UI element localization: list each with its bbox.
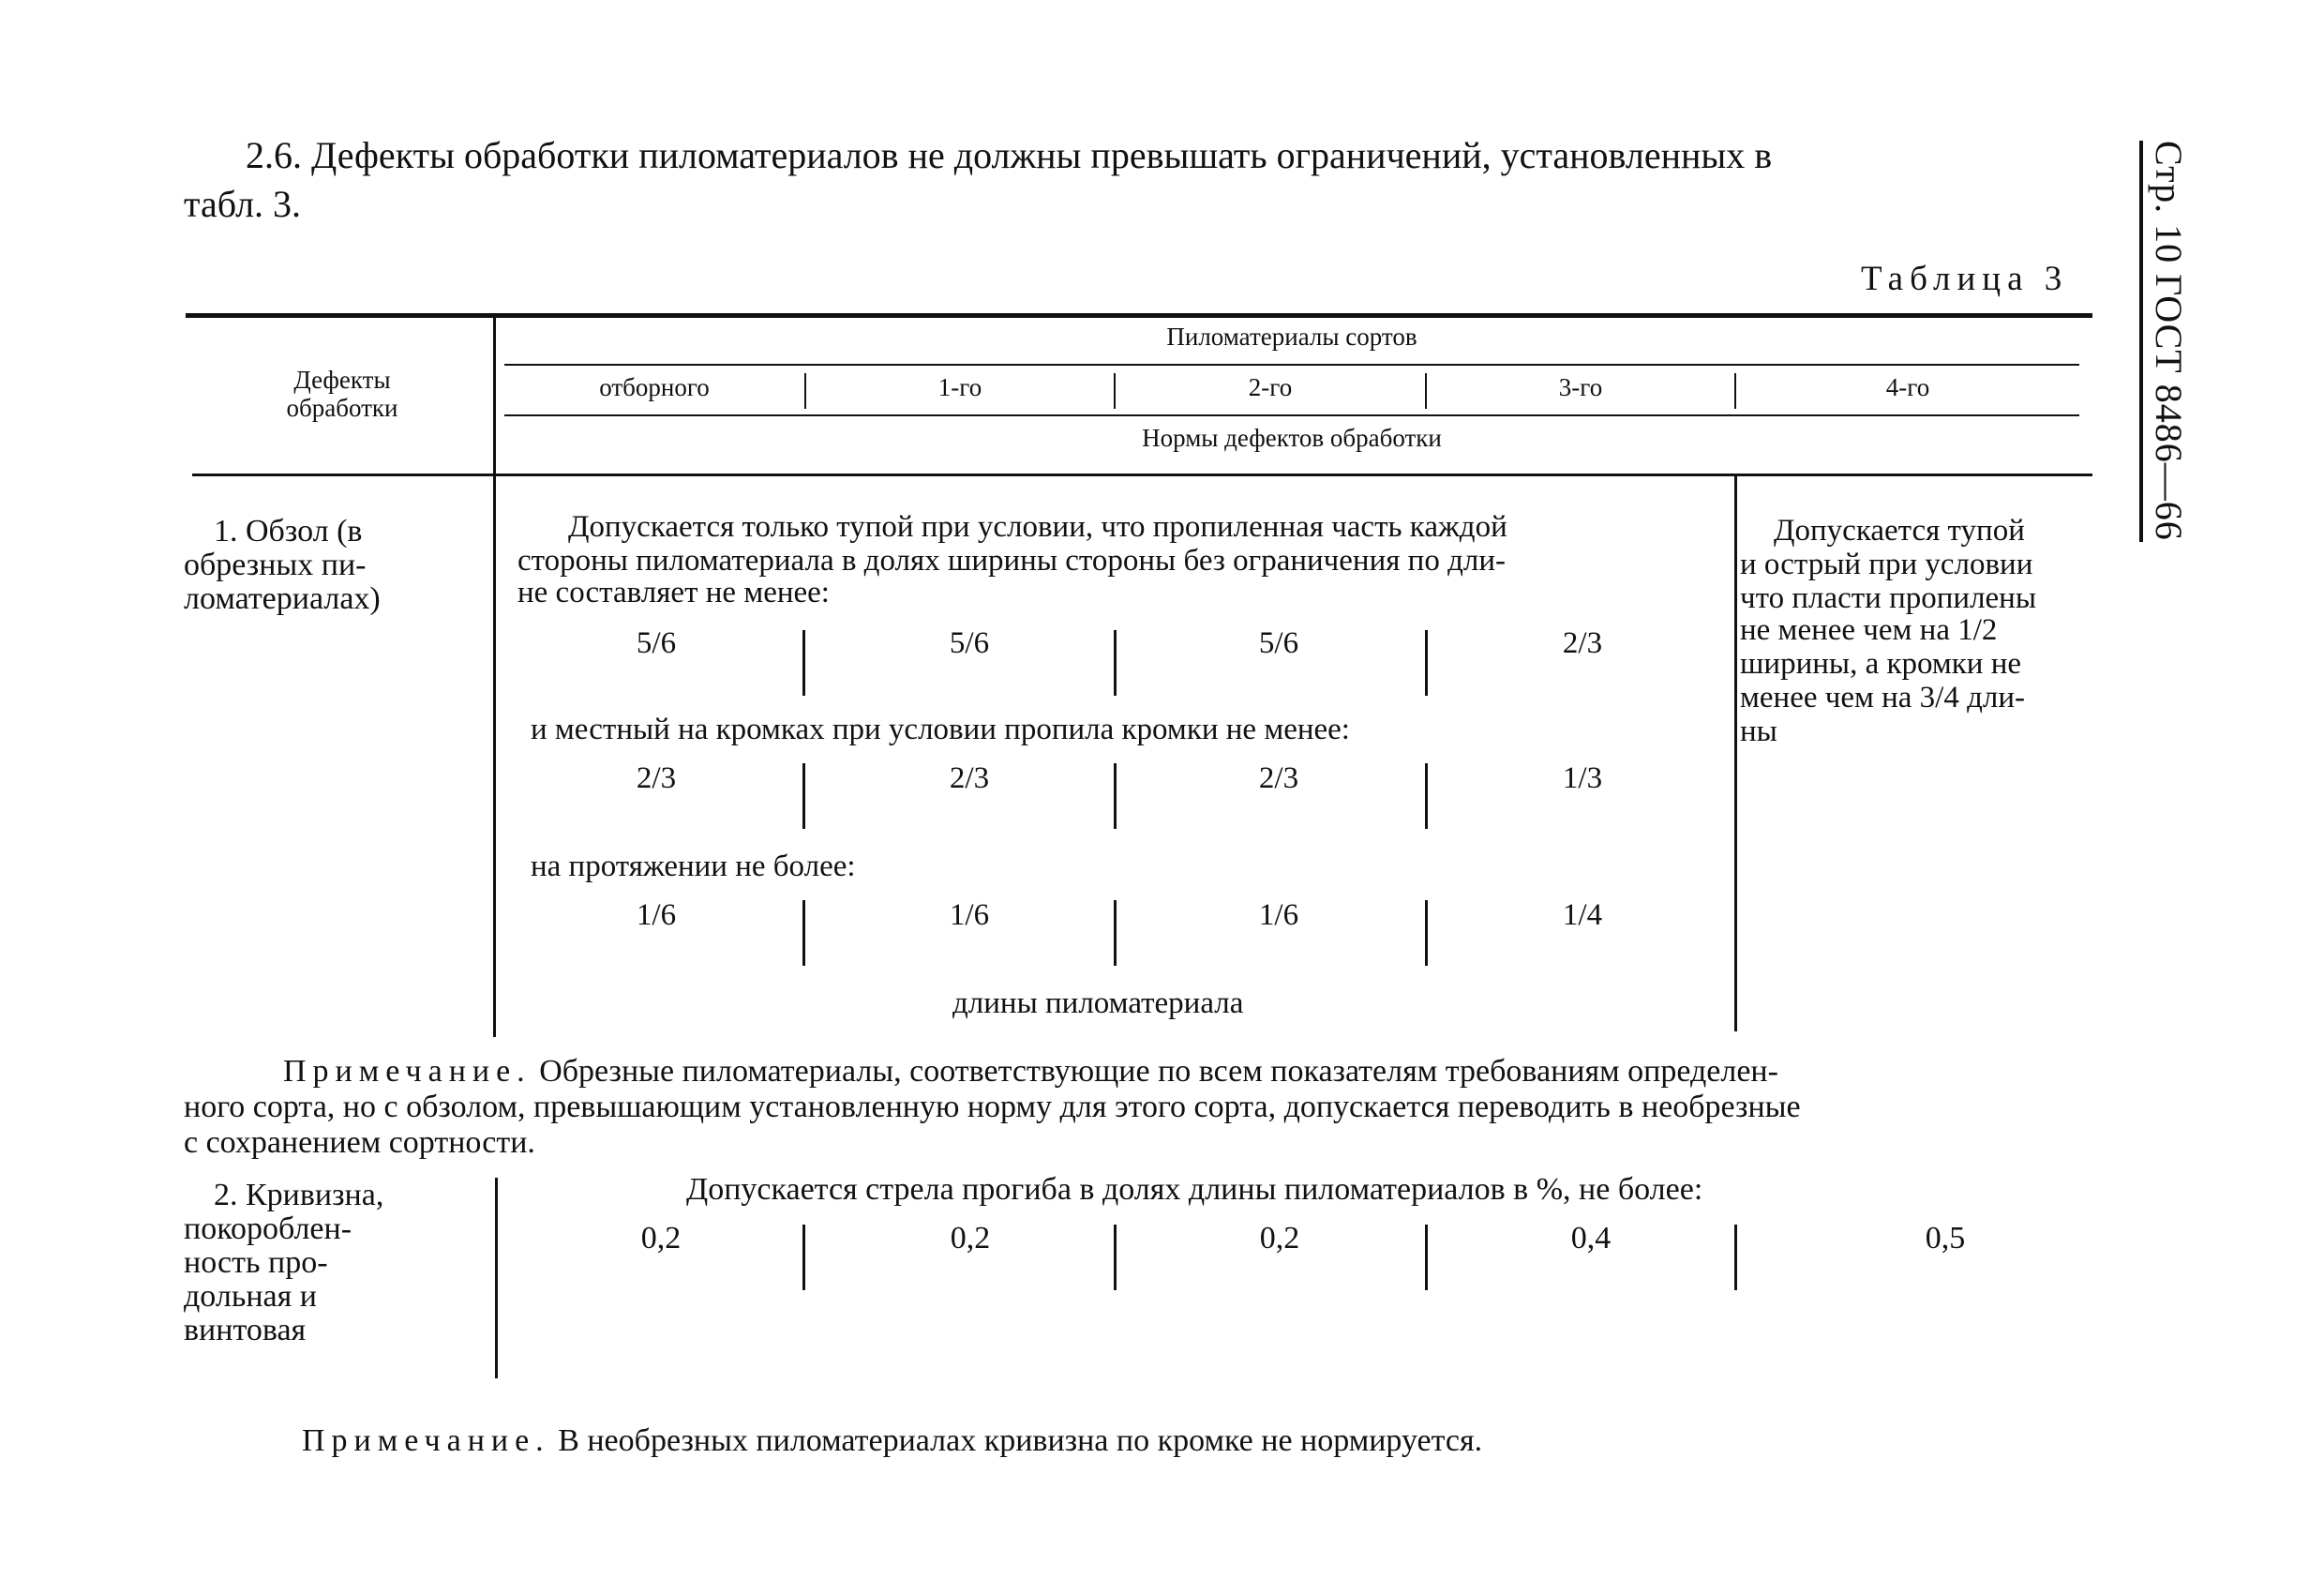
- page-running-header: Стр. 10 ГОСТ 8486—66: [2148, 141, 2190, 541]
- header-norms-label: Нормы дефектов обработки: [1142, 424, 1442, 452]
- note1-line3: с сохранением сортности.: [184, 1125, 535, 1160]
- row2-value-g1: 0,2: [950, 1221, 991, 1256]
- value-divider: [1425, 900, 1428, 966]
- row2-value-select: 0,2: [640, 1221, 682, 1256]
- row2-value-g3: 0,4: [1570, 1221, 1612, 1256]
- row2-name-l4: дольная и: [184, 1279, 317, 1314]
- row1-text1-l2: стороны пиломатериала в долях ширины стороны без ограничения по дли-: [517, 544, 1506, 578]
- body-col-divider: [493, 476, 496, 1037]
- row2-name-l2: покороблен-: [184, 1211, 352, 1246]
- value-divider: [1425, 630, 1428, 696]
- row1-text3: на протяжении не более:: [531, 850, 856, 883]
- header-grade-rule: [504, 414, 2079, 416]
- row1-value3-select: 1/6: [636, 898, 677, 932]
- row1-value1-select: 5/6: [636, 626, 677, 660]
- row1-value2-g2: 2/3: [1258, 761, 1299, 795]
- value-divider: [802, 1225, 805, 1290]
- row1-value1-g1: 5/6: [949, 626, 990, 660]
- note2-label: Примечание.: [302, 1423, 550, 1458]
- note2: [302, 1423, 1482, 1459]
- row2-value-g4: 0,5: [1925, 1221, 1966, 1256]
- grade4-text-l7: ны: [1740, 714, 1777, 748]
- value-divider: [802, 763, 805, 829]
- grade-2: 2-го: [1248, 373, 1293, 401]
- value-divider: [802, 900, 805, 966]
- value-divider: [1734, 1225, 1737, 1290]
- grade4-text-l1: Допускается тупой: [1774, 514, 2025, 548]
- row1-name-l1: 1. Обзол (в: [214, 514, 363, 549]
- row1-value3-g2: 1/6: [1258, 898, 1299, 932]
- grade-1: 1-го: [937, 373, 982, 401]
- grade-3: 3-го: [1558, 373, 1603, 401]
- row1-value2-g1: 2/3: [949, 761, 990, 795]
- note1-label: Примечание.: [283, 1054, 532, 1089]
- value-divider: [1114, 1225, 1117, 1290]
- table-top-rule: [186, 313, 2092, 318]
- header-group-label: Пиломатериалы сортов: [1166, 323, 1417, 351]
- grade4-col-divider: [1734, 476, 1737, 1031]
- row2-value-g2: 0,2: [1259, 1221, 1300, 1256]
- row2-text: Допускается стрела прогиба в долях длины пиломатериалов в %, не более:: [686, 1172, 1703, 1207]
- row1-name-l2: обрезных пи-: [184, 548, 367, 582]
- side-rule: [2139, 141, 2143, 542]
- grade-select: отборного: [599, 373, 710, 401]
- value-divider: [1425, 1225, 1428, 1290]
- row1-value2-g3: 1/3: [1562, 761, 1603, 795]
- note1-line2: ного сорта, но с обзолом, превышающим установленную норму для этого сорта, допускается переводить в необрезные: [184, 1090, 1801, 1124]
- row1-text1-l1: Допускается только тупой при условии, что пропиленная часть каждой: [568, 510, 1507, 544]
- header-bottom-rule: [192, 474, 2092, 476]
- row2-name-l1: 2. Кривизна,: [214, 1178, 384, 1212]
- row1-text1-l3: не составляет не менее:: [517, 576, 830, 609]
- note2-text: В необрезных пиломатериалах кривизна по кромке не нормируется.: [558, 1423, 1483, 1458]
- row2-name-l3: ность про-: [184, 1245, 328, 1280]
- row1-value1-g3: 2/3: [1562, 626, 1603, 660]
- row2-name-l5: винтовая: [184, 1313, 307, 1347]
- grade4-text-l3: что пласти пропилены: [1740, 581, 2037, 615]
- row1-text2: и местный на кромках при условии пропила кромки не менее:: [531, 713, 1350, 746]
- grade4-text-l2: и острый при условии: [1740, 548, 2033, 581]
- row1-value1-g2: 5/6: [1258, 626, 1299, 660]
- note1-line1: [283, 1054, 1778, 1090]
- grade4-text-l4: не менее чем на 1/2: [1740, 613, 1998, 647]
- row1-value3-g1: 1/6: [949, 898, 990, 932]
- value-divider: [1114, 763, 1117, 829]
- grade4-text-l6: менее чем на 3/4 дли-: [1740, 681, 2025, 714]
- row1-name-l3: ломатериалах): [184, 581, 381, 616]
- row1-text4: длины пиломатериала: [952, 986, 1244, 1020]
- value-divider: [1425, 763, 1428, 829]
- intro-line-1: 2.6. Дефекты обработки пиломатериалов не должны превышать ограничений, установленных в: [246, 134, 1773, 176]
- value-divider: [1114, 900, 1117, 966]
- value-divider: [802, 630, 805, 696]
- header-defects-l1: Дефекты: [293, 366, 391, 394]
- header-col-divider: [493, 317, 496, 476]
- intro-line-2: табл. 3.: [184, 183, 302, 225]
- grade-4: 4-го: [1885, 373, 1930, 401]
- row1-value2-select: 2/3: [636, 761, 677, 795]
- note1-line1-text: Обрезные пиломатериалы, соответствующие по всем показателям требованиям определен-: [539, 1054, 1778, 1089]
- grade4-text-l5: ширины, а кромки не: [1740, 647, 2021, 681]
- row1-value3-g3: 1/4: [1562, 898, 1603, 932]
- header-defects-l2: обработки: [286, 394, 398, 422]
- value-divider: [1114, 630, 1117, 696]
- header-group-rule: [504, 364, 2079, 366]
- row2-col-divider: [495, 1178, 498, 1378]
- table-title: Таблица 3: [1861, 260, 2069, 298]
